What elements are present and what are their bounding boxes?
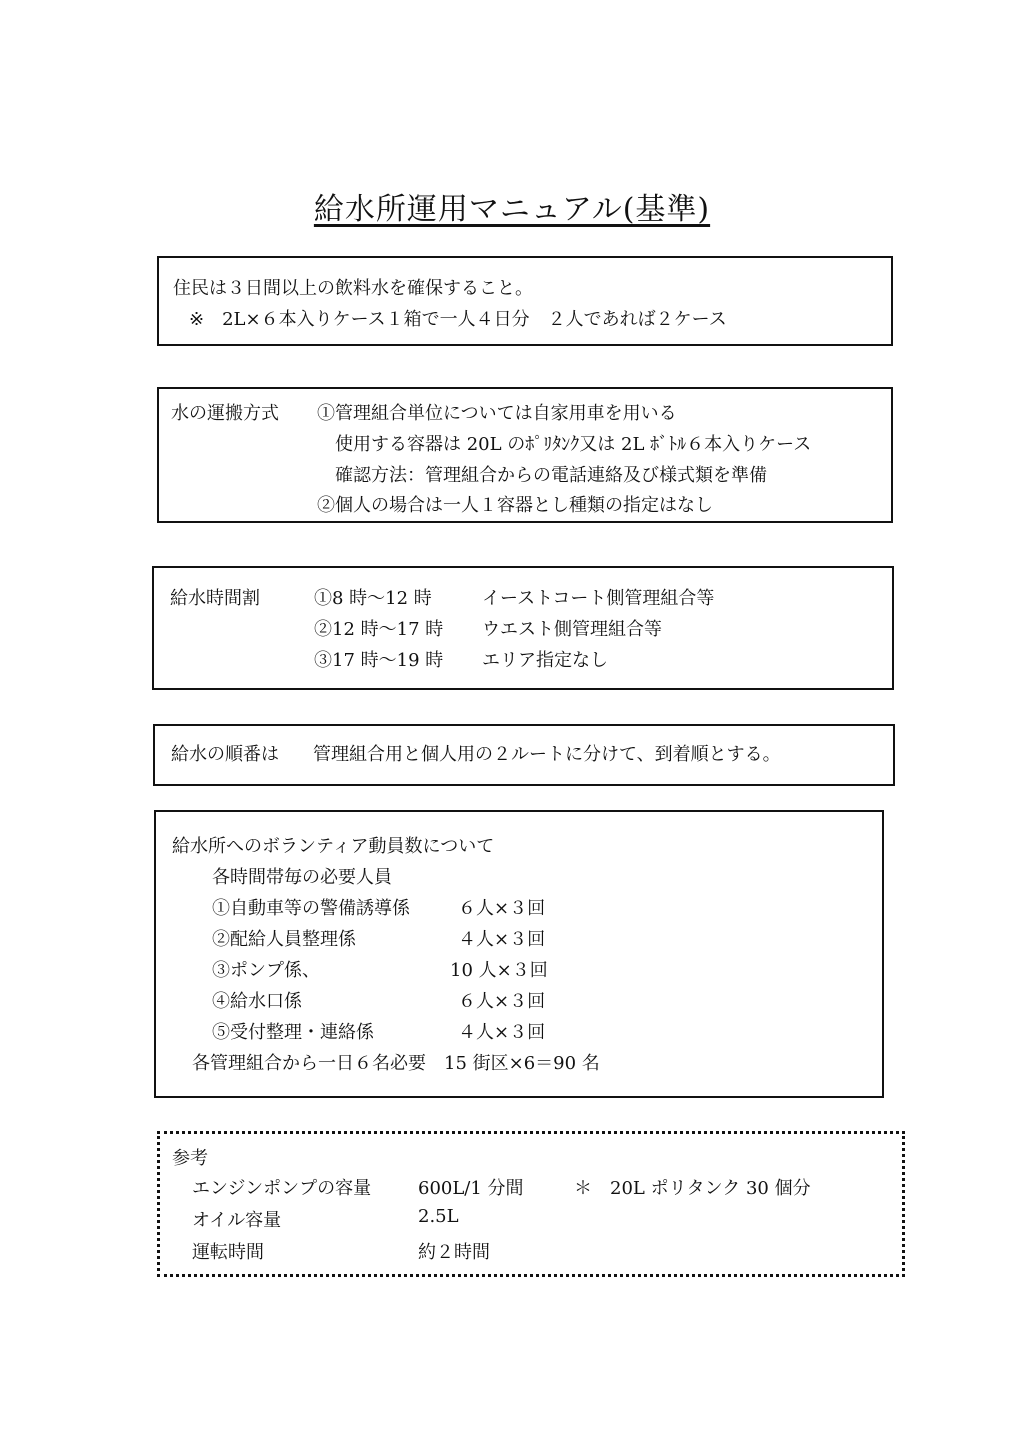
volunteer-count-4: ６人×３回: [458, 991, 546, 1012]
transport-line-3: 確認方法：管理組合からの電話連絡及び様式類を準備: [335, 465, 767, 486]
reference-item-2: オイル容量: [192, 1210, 282, 1231]
schedule-label: 給水時間割: [170, 588, 260, 609]
reference-box: [157, 1131, 905, 1277]
order-text: 管理組合用と個人用の２ルートに分けて、到着順とする。: [313, 744, 781, 765]
volunteers-heading: 給水所へのボランティア動員数について: [172, 836, 495, 857]
volunteer-role-1: ①自動車等の警備誘導係: [212, 898, 410, 919]
schedule-target-3: エリア指定なし: [482, 650, 608, 671]
volunteer-count-3: 10 人×３回: [450, 960, 548, 981]
volunteer-role-3: ③ポンプ係、: [212, 960, 320, 981]
transport-line-4: ②個人の場合は一人１容器とし種類の指定はなし: [317, 495, 713, 516]
stock-line-2: ※ 2L×６本入りケース１箱で一人４日分 ２人であれば２ケース: [189, 309, 727, 330]
reference-note-1: ＊ 20L ポリタンク 30 個分: [574, 1178, 811, 1199]
reference-label: 参考: [172, 1148, 208, 1169]
volunteer-role-5: ⑤受付整理・連絡係: [212, 1022, 374, 1043]
reference-value-2: 2.5L: [418, 1206, 459, 1227]
schedule-target-1: イーストコート側管理組合等: [482, 588, 715, 609]
volunteer-count-2: ４人×３回: [458, 929, 546, 950]
order-label: 給水の順番は: [171, 744, 279, 765]
reference-item-1: エンジンポンプの容量: [192, 1178, 372, 1199]
transport-line-2: 使用する容器は 20L のﾎﾟﾘﾀﾝｸ又は 2L ﾎﾞﾄﾙ６本入りケース: [335, 434, 812, 455]
volunteer-count-1: ６人×３回: [458, 898, 546, 919]
volunteer-role-2: ②配給人員整理係: [212, 929, 356, 950]
stock-box: [157, 256, 893, 346]
transport-box: [157, 387, 893, 523]
reference-value-3: 約２時間: [418, 1242, 490, 1263]
reference-value-1: 600L/1 分間: [418, 1178, 524, 1199]
schedule-time-2: ②12 時～17 時: [314, 619, 444, 640]
transport-label: 水の運搬方式: [171, 403, 279, 424]
schedule-box: [152, 566, 894, 690]
volunteers-summary: 各管理組合から一日６名必要 15 街区×6＝90 名: [192, 1053, 600, 1074]
page-title: 給水所運用マニュアル(基準): [313, 192, 711, 227]
reference-item-3: 運転時間: [192, 1242, 264, 1263]
schedule-time-1: ①8 時～12 時: [314, 588, 432, 609]
transport-line-1: ①管理組合単位については自家用車を用いる: [317, 403, 677, 424]
volunteers-box: [154, 810, 884, 1098]
volunteers-subheading: 各時間帯毎の必要人員: [212, 867, 392, 888]
stock-line-1: 住民は３日間以上の飲料水を確保すること。: [173, 278, 533, 299]
schedule-target-2: ウエスト側管理組合等: [482, 619, 662, 640]
volunteer-role-4: ④給水口係: [212, 991, 302, 1012]
order-box: [153, 724, 895, 786]
volunteer-count-5: ４人×３回: [458, 1022, 546, 1043]
schedule-time-3: ③17 時～19 時: [314, 650, 444, 671]
